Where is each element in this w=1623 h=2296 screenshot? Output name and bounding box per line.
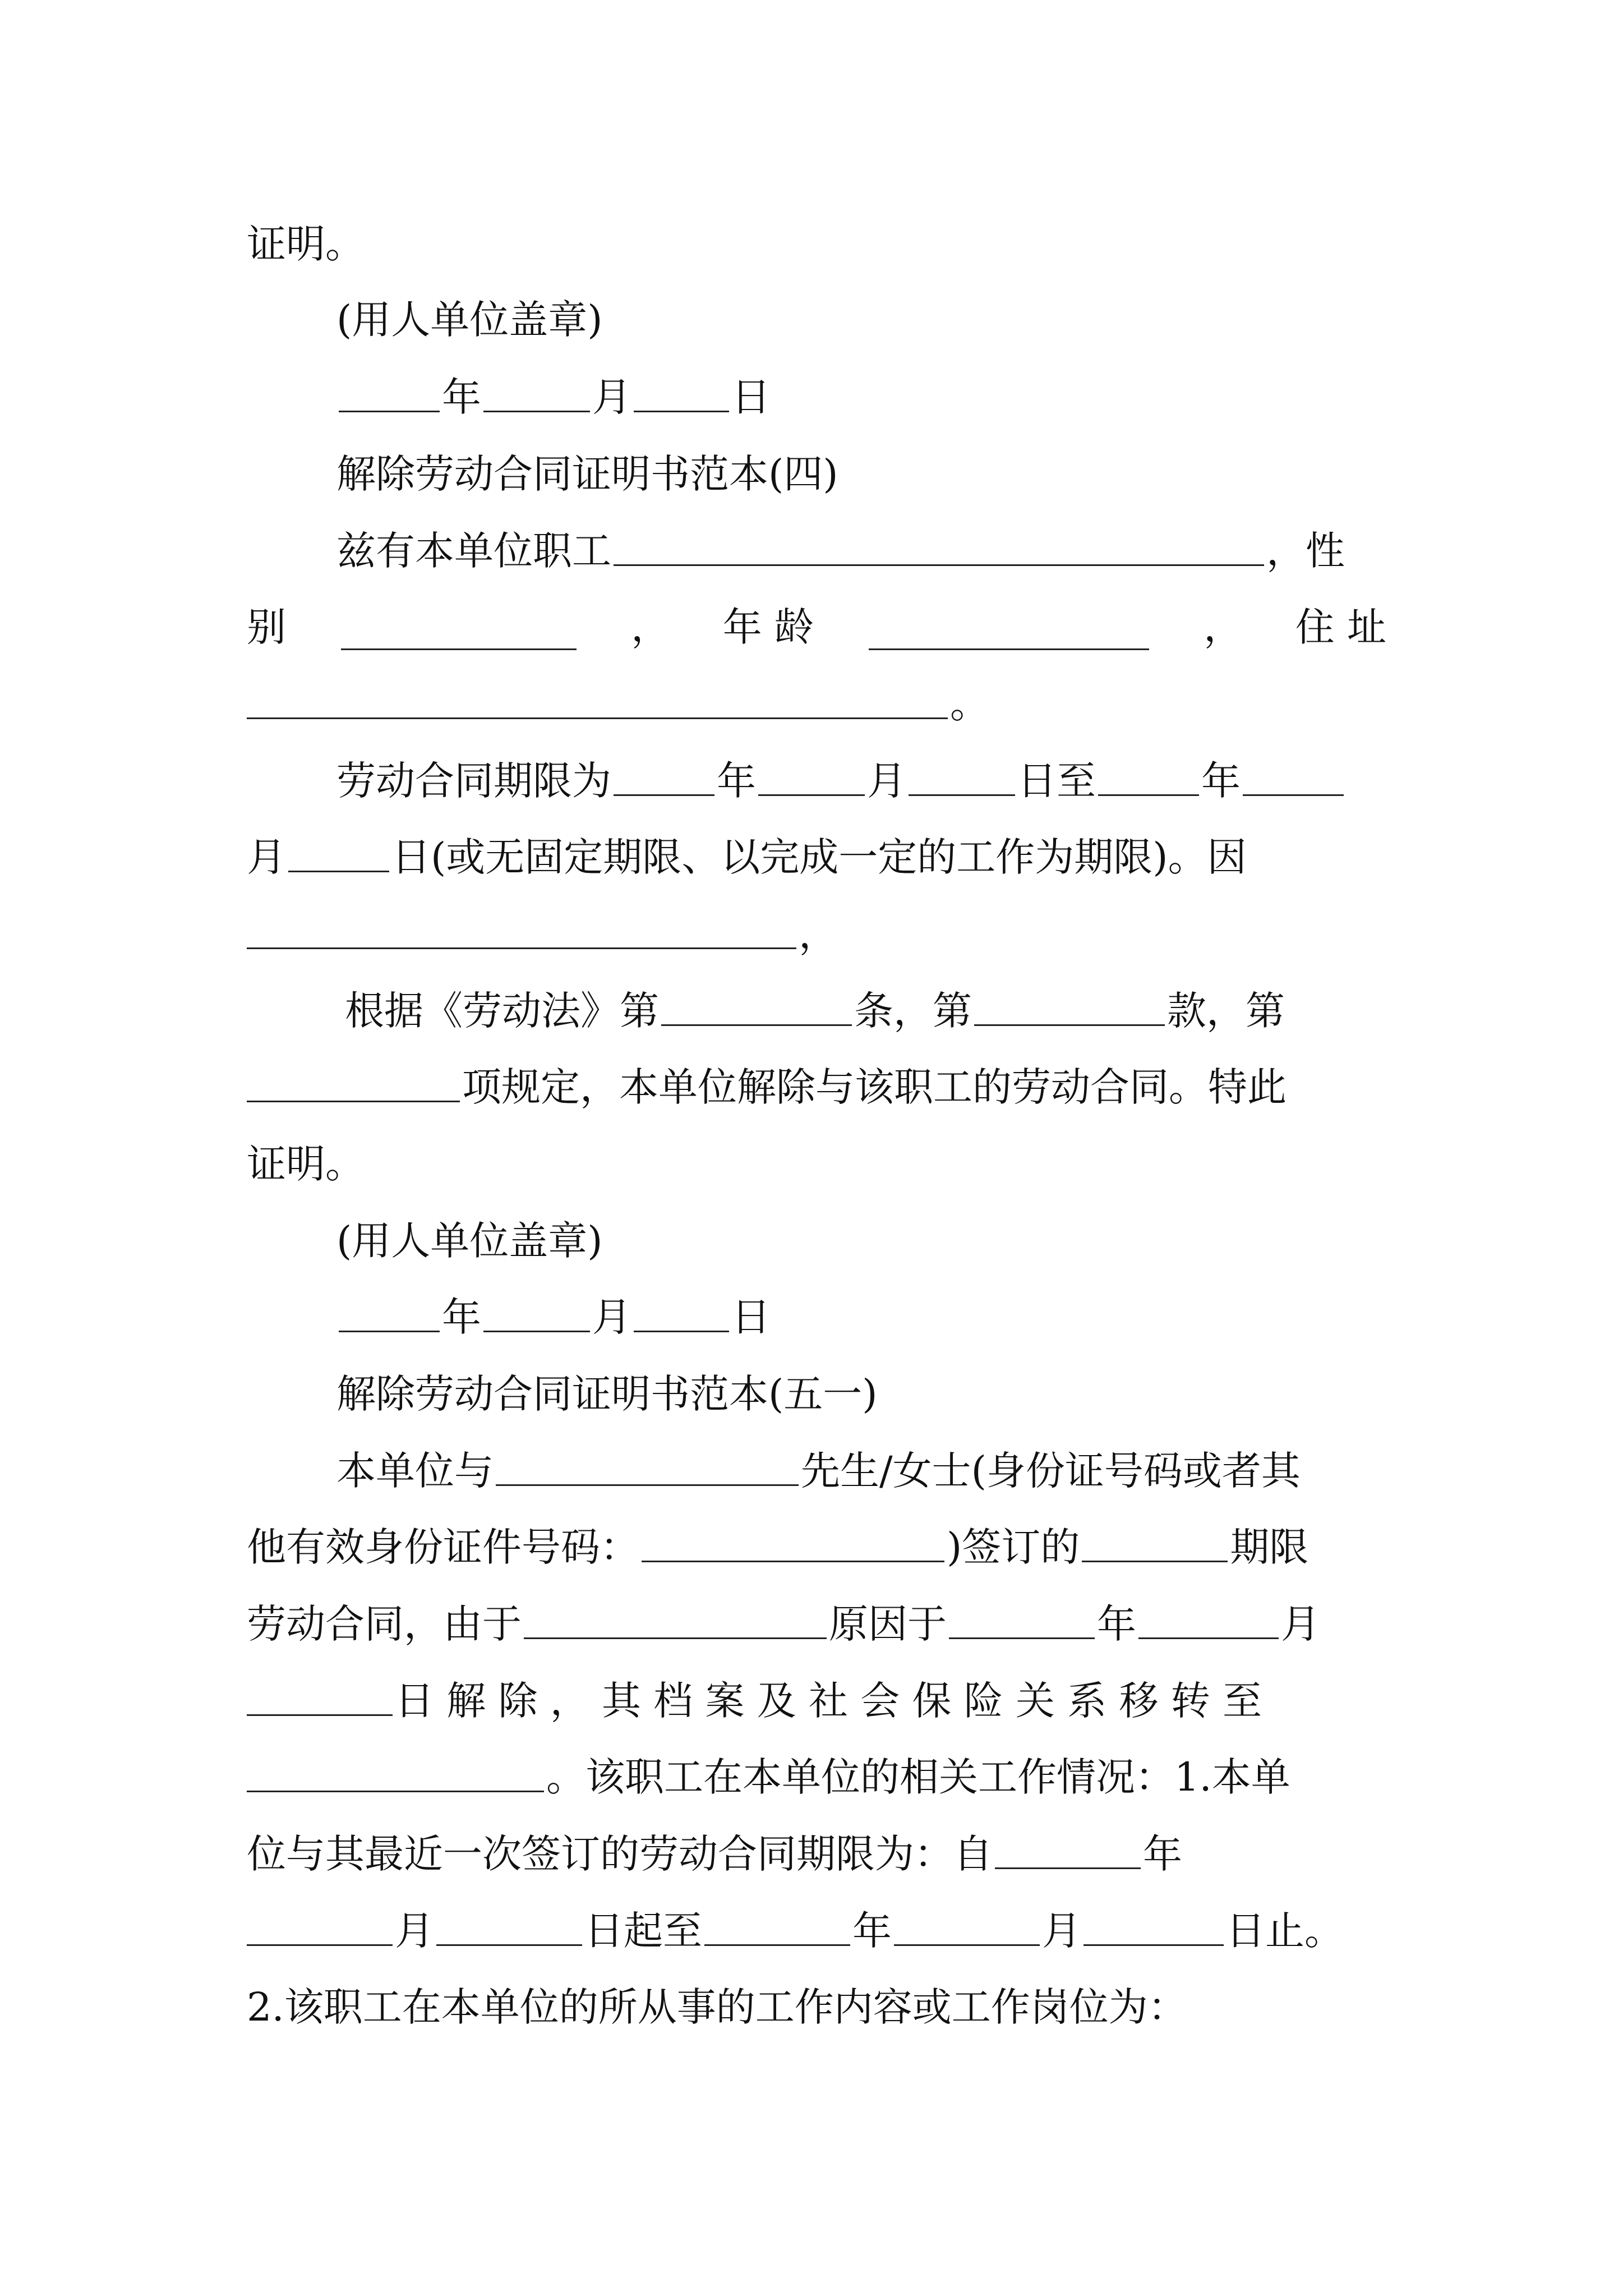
gender-prefix: ，性 xyxy=(1266,528,1345,574)
dissolve-day-blank[interactable] xyxy=(247,1671,393,1716)
item-line xyxy=(247,1053,1287,1121)
item2-line: 2.该职工在本单位的所从事的工作内容或工作岗位为： xyxy=(247,1984,1187,2030)
year-label: 年 xyxy=(1201,758,1241,804)
cert-tail: 证明。 xyxy=(247,221,365,267)
signed-label: )签订的 xyxy=(947,1524,1080,1570)
until-label: 日止。 xyxy=(1226,1908,1344,1954)
gender-age-address-line xyxy=(247,593,1386,661)
gender-label: 别 xyxy=(247,604,286,650)
staff-intro: 兹有本单位职工 xyxy=(336,528,611,574)
term-label: 期限 xyxy=(1230,1524,1309,1570)
month-label: 月 xyxy=(592,1294,631,1340)
date-line xyxy=(336,1283,771,1351)
status-text: 。该职工在本单位的相关工作情况：1.本单 xyxy=(546,1754,1290,1800)
cert-end: 证明。 xyxy=(247,1141,365,1187)
term-intro: 劳动合同期限为 xyxy=(336,758,611,804)
period: 。 xyxy=(950,681,989,727)
reason-blank[interactable] xyxy=(524,1594,827,1639)
item-blank[interactable] xyxy=(247,1057,460,1102)
gender-blank[interactable] xyxy=(341,605,577,650)
day-blank[interactable] xyxy=(634,1287,729,1332)
month-label: 月 xyxy=(395,1908,434,1954)
month-label: 月 xyxy=(867,758,906,804)
address-line xyxy=(247,670,989,738)
comma: ， xyxy=(1204,604,1243,650)
term-type-blank[interactable] xyxy=(1082,1517,1228,1562)
day-label: 日 xyxy=(731,1294,771,1340)
staff-name-blank[interactable] xyxy=(614,521,1264,566)
year-blank[interactable] xyxy=(339,367,440,412)
from-day-label: 日起至 xyxy=(584,1908,702,1954)
start-year-blank[interactable] xyxy=(614,751,714,796)
employee-name-blank[interactable] xyxy=(496,1441,799,1486)
year-blank[interactable] xyxy=(339,1287,440,1332)
term-tail-line xyxy=(247,823,1247,891)
seal-line: (用人单位盖章) xyxy=(336,1218,603,1264)
recent-contract-line xyxy=(247,1820,1182,1888)
month-blank[interactable] xyxy=(483,367,590,412)
month-label: 月 xyxy=(592,374,631,420)
law-intro: 根据《劳动法》第 xyxy=(345,988,659,1034)
section-title-four: 解除劳动合同证明书范本(四) xyxy=(336,451,838,497)
end-month-blank[interactable] xyxy=(1243,751,1344,796)
year-label: 年 xyxy=(1143,1831,1182,1877)
gender-text: 先生/女士(身份证号码或者其 xyxy=(801,1448,1301,1494)
month-label: 月 xyxy=(247,834,286,880)
clause-label: 款，第 xyxy=(1167,988,1285,1034)
address-blank[interactable] xyxy=(247,674,948,719)
id-number-blank[interactable] xyxy=(642,1517,944,1562)
contract-line xyxy=(247,1590,1320,1658)
id-label: 他有效身份证件号码： xyxy=(247,1524,639,1570)
month-blank[interactable] xyxy=(483,1287,590,1332)
to-label: 日至 xyxy=(1017,758,1096,804)
day-blank[interactable] xyxy=(634,367,729,412)
reason-label: 原因于 xyxy=(829,1601,947,1647)
year-label: 年 xyxy=(852,1908,892,1954)
year-label: 年 xyxy=(1097,1601,1136,1647)
dissolve-year-blank[interactable] xyxy=(949,1594,1095,1639)
law-line xyxy=(345,977,1285,1045)
recent-text: 位与其最近一次签订的劳动合同期限为：自 xyxy=(247,1831,993,1877)
dissolve-month-blank[interactable] xyxy=(1138,1594,1279,1639)
id-line xyxy=(247,1513,1308,1581)
section-title-five: 解除劳动合同证明书范本(五一) xyxy=(336,1371,878,1417)
recent-start-month-blank[interactable] xyxy=(247,1901,393,1946)
seal-line: (用人单位盖章) xyxy=(336,297,603,343)
month-label: 月 xyxy=(1042,1908,1081,1954)
end-year-blank[interactable] xyxy=(1098,751,1199,796)
day-label: 日 xyxy=(731,374,771,420)
year-label: 年 xyxy=(442,374,481,420)
recent-end-day-blank[interactable] xyxy=(1083,1901,1224,1946)
end-day-blank[interactable] xyxy=(288,827,389,872)
year-label: 年 xyxy=(717,758,756,804)
address-label: 住 址 xyxy=(1295,604,1386,650)
staff-line xyxy=(336,517,1345,585)
recent-start-day-blank[interactable] xyxy=(436,1901,582,1946)
comma: ， xyxy=(631,604,671,650)
recent-start-year-blank[interactable] xyxy=(995,1824,1141,1869)
dissolve-line xyxy=(247,1667,1262,1734)
employer-intro: 本单位与 xyxy=(336,1448,494,1494)
month-label: 月 xyxy=(1281,1601,1320,1647)
article-label: 条，第 xyxy=(854,988,972,1034)
term-line xyxy=(336,747,1346,815)
recent-dates-line xyxy=(247,1897,1344,1964)
year-label: 年 xyxy=(442,1294,481,1340)
reason-blank[interactable] xyxy=(247,904,796,949)
contract-label: 劳动合同，由于 xyxy=(247,1601,522,1647)
reason-line xyxy=(247,900,838,968)
start-day-blank[interactable] xyxy=(909,751,1015,796)
comma: ， xyxy=(799,911,838,957)
age-label: 年 龄 xyxy=(722,604,814,650)
law-tail: 项规定，本单位解除与该职工的劳动合同。特此 xyxy=(462,1064,1287,1110)
recent-end-month-blank[interactable] xyxy=(894,1901,1040,1946)
recent-end-year-blank[interactable] xyxy=(704,1901,850,1946)
date-line xyxy=(336,364,771,431)
clause-blank[interactable] xyxy=(974,981,1165,1026)
transfer-line xyxy=(247,1743,1290,1811)
employer-line xyxy=(336,1437,1301,1504)
age-blank[interactable] xyxy=(869,605,1149,650)
transfer-blank[interactable] xyxy=(247,1747,544,1792)
term-tail: 日(或无固定期限、以完成一定的工作为期限)。因 xyxy=(391,834,1247,880)
article-blank[interactable] xyxy=(661,981,852,1026)
start-month-blank[interactable] xyxy=(758,751,865,796)
dissolve-text: 日 解 除 ， 其 档 案 及 社 会 保 险 关 系 移 转 至 xyxy=(395,1678,1262,1724)
